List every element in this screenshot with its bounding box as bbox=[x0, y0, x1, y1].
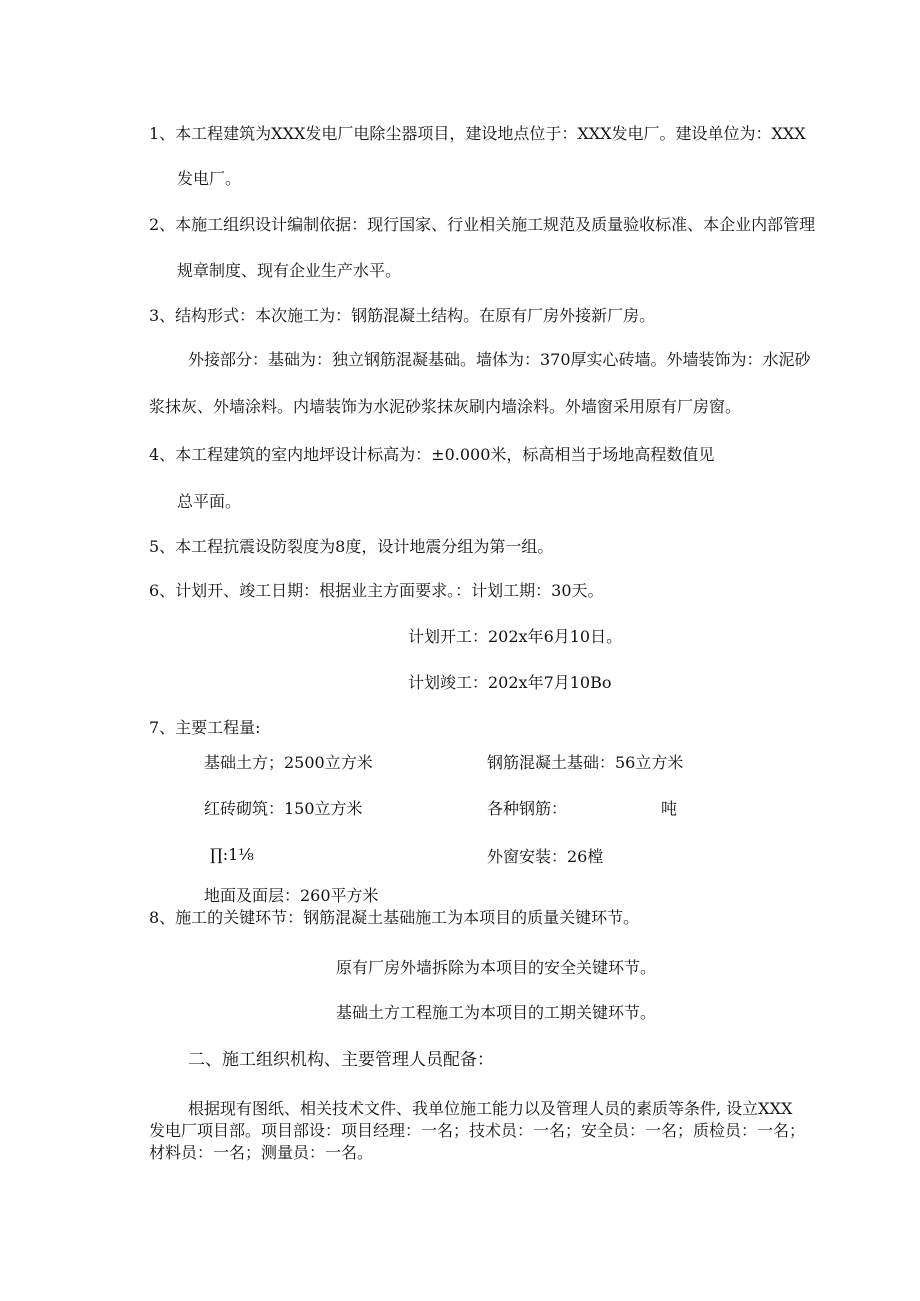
item-1-line-2: 发电厂。 bbox=[177, 169, 242, 188]
section-2-heading: 二、施工组织机构、主要管理人员配备： bbox=[188, 1050, 494, 1070]
item-8-line-2: 原有厂房外墙拆除为本项目的安全关键环节。 bbox=[336, 958, 657, 977]
item-3-line-3: 浆抹灰、外墙涂料。内墙装饰为水泥砂浆抹灰刷内墙涂料。外墙窗采用原有厂房窗。 bbox=[149, 397, 742, 416]
quantity-window-install: 外窗安装：26樘 bbox=[487, 847, 604, 866]
quantity-concrete-foundation: 钢筋混凝土基础：56立方米 bbox=[487, 753, 684, 772]
item-6-line-1: 6、计划开、竣工日期：根据业主方面要求。：计划工期：30天。 bbox=[149, 581, 604, 600]
quantity-brickwork: 红砖砌筑：150立方米 bbox=[204, 799, 363, 818]
quantity-garbled-text: ∏:1⅛ bbox=[210, 845, 254, 864]
item-4-line-2: 总平面。 bbox=[177, 492, 242, 511]
quantity-earthwork: 基础土方；2500立方米 bbox=[204, 753, 373, 772]
item-2-line-2: 规章制度、现有企业生产水平。 bbox=[177, 261, 402, 280]
section-2-line-3: 材料员：一名；测量员：一名。 bbox=[149, 1143, 374, 1162]
item-2-line-1: 2、本施工组织设计编制依据：现行国家、行业相关施工规范及质量验收标准、本企业内部管理 bbox=[149, 215, 816, 234]
item-3-line-2: 外接部分：基础为：独立钢筋混凝基础。墙体为：370厚实心砖墙。外墙装饰为：水泥砂 bbox=[188, 350, 811, 369]
item-5: 5、本工程抗震设防裂度为8度，设计地震分组为第一组。 bbox=[149, 537, 554, 556]
item-3-line-1: 3、结构形式：本次施工为：钢筋混凝土结构。在原有厂房外接新厂房。 bbox=[149, 306, 656, 325]
item-8-line-1: 8、施工的关键环节：钢筋混凝土基础施工为本项目的质量关键环节。 bbox=[149, 908, 640, 927]
item-1-line-1: 1、本工程建筑为XXX发电厂电除尘器项目，建设地点位于：XXX发电厂。建设单位为：XXX bbox=[149, 124, 806, 143]
section-2-line-1: 根据现有图纸、相关技术文件、我单位施工能力以及管理人员的素质等条件, 设立XXX bbox=[188, 1099, 793, 1118]
planned-start: 计划开工：202x年6月10日。 bbox=[408, 627, 623, 646]
item-7-title: 7、主要工程量: bbox=[149, 718, 261, 737]
section-2-line-2: 发电厂项目部。项目部设：项目经理：一名；技术员：一名；安全员：一名；质检员：一名； bbox=[149, 1121, 806, 1140]
item-8-line-3: 基础土方工程施工为本项目的工期关键环节。 bbox=[336, 1003, 657, 1022]
item-4-line-1: 4、本工程建筑的室内地坪设计标高为：±0.000米，标高相当于场地高程数值见 bbox=[149, 445, 715, 464]
quantity-rebar-label: 各种钢筋： bbox=[487, 799, 568, 818]
planned-end: 计划竣工：202x年7月10Bo bbox=[408, 673, 612, 692]
quantity-floor: 地面及面层：260平方米 bbox=[204, 886, 379, 905]
quantity-rebar-unit: 吨 bbox=[661, 799, 678, 818]
